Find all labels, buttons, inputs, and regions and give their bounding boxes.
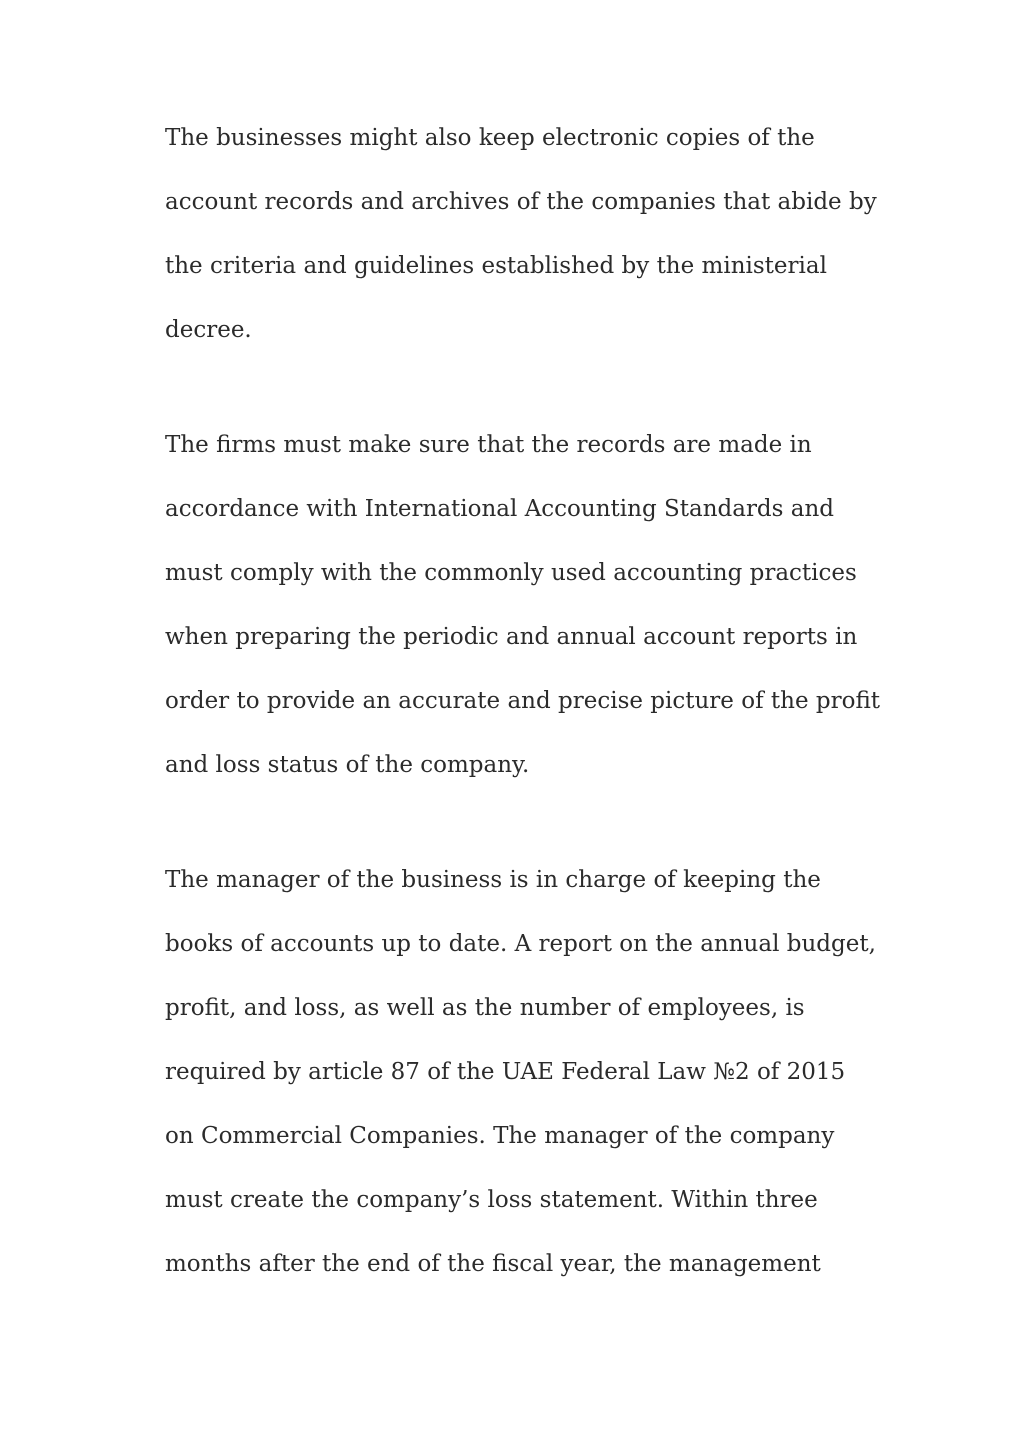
paragraph-manager-responsibilities (165, 848, 885, 1296)
text-line: months after the end of the fiscal year, the management (165, 1251, 821, 1277)
text-line: must comply with the commonly used accounting practices (165, 560, 857, 586)
paragraph-accounting-standards (165, 413, 885, 797)
text-line: on Commercial Companies. The manager of the company (165, 1123, 835, 1149)
text-line: books of accounts up to date. A report on the annual budget, (165, 931, 876, 957)
text-line: The firms must make sure that the records are made in (165, 432, 812, 458)
text-line: order to provide an accurate and precise picture of the profit (165, 688, 881, 714)
text-line: the criteria and guidelines established by the ministerial (165, 253, 827, 279)
text-line: accordance with International Accounting Standards and (165, 496, 835, 522)
text-line: must create the company’s loss statement. Within three (165, 1187, 818, 1213)
text-line: decree. (165, 317, 252, 343)
text-line: profit, and loss, as well as the number of employees, is (165, 995, 805, 1021)
text-line: and loss status of the company. (165, 752, 530, 778)
text-line: The businesses might also keep electronic copies of the (165, 125, 815, 151)
paragraph-electronic-copies (165, 106, 885, 362)
text-line: when preparing the periodic and annual account reports in (165, 624, 858, 650)
text-line: The manager of the business is in charge of keeping the (165, 867, 821, 893)
text-line: account records and archives of the companies that abide by (165, 189, 877, 215)
text-line: required by article 87 of the UAE Federal Law №2 of 2015 (165, 1059, 846, 1085)
